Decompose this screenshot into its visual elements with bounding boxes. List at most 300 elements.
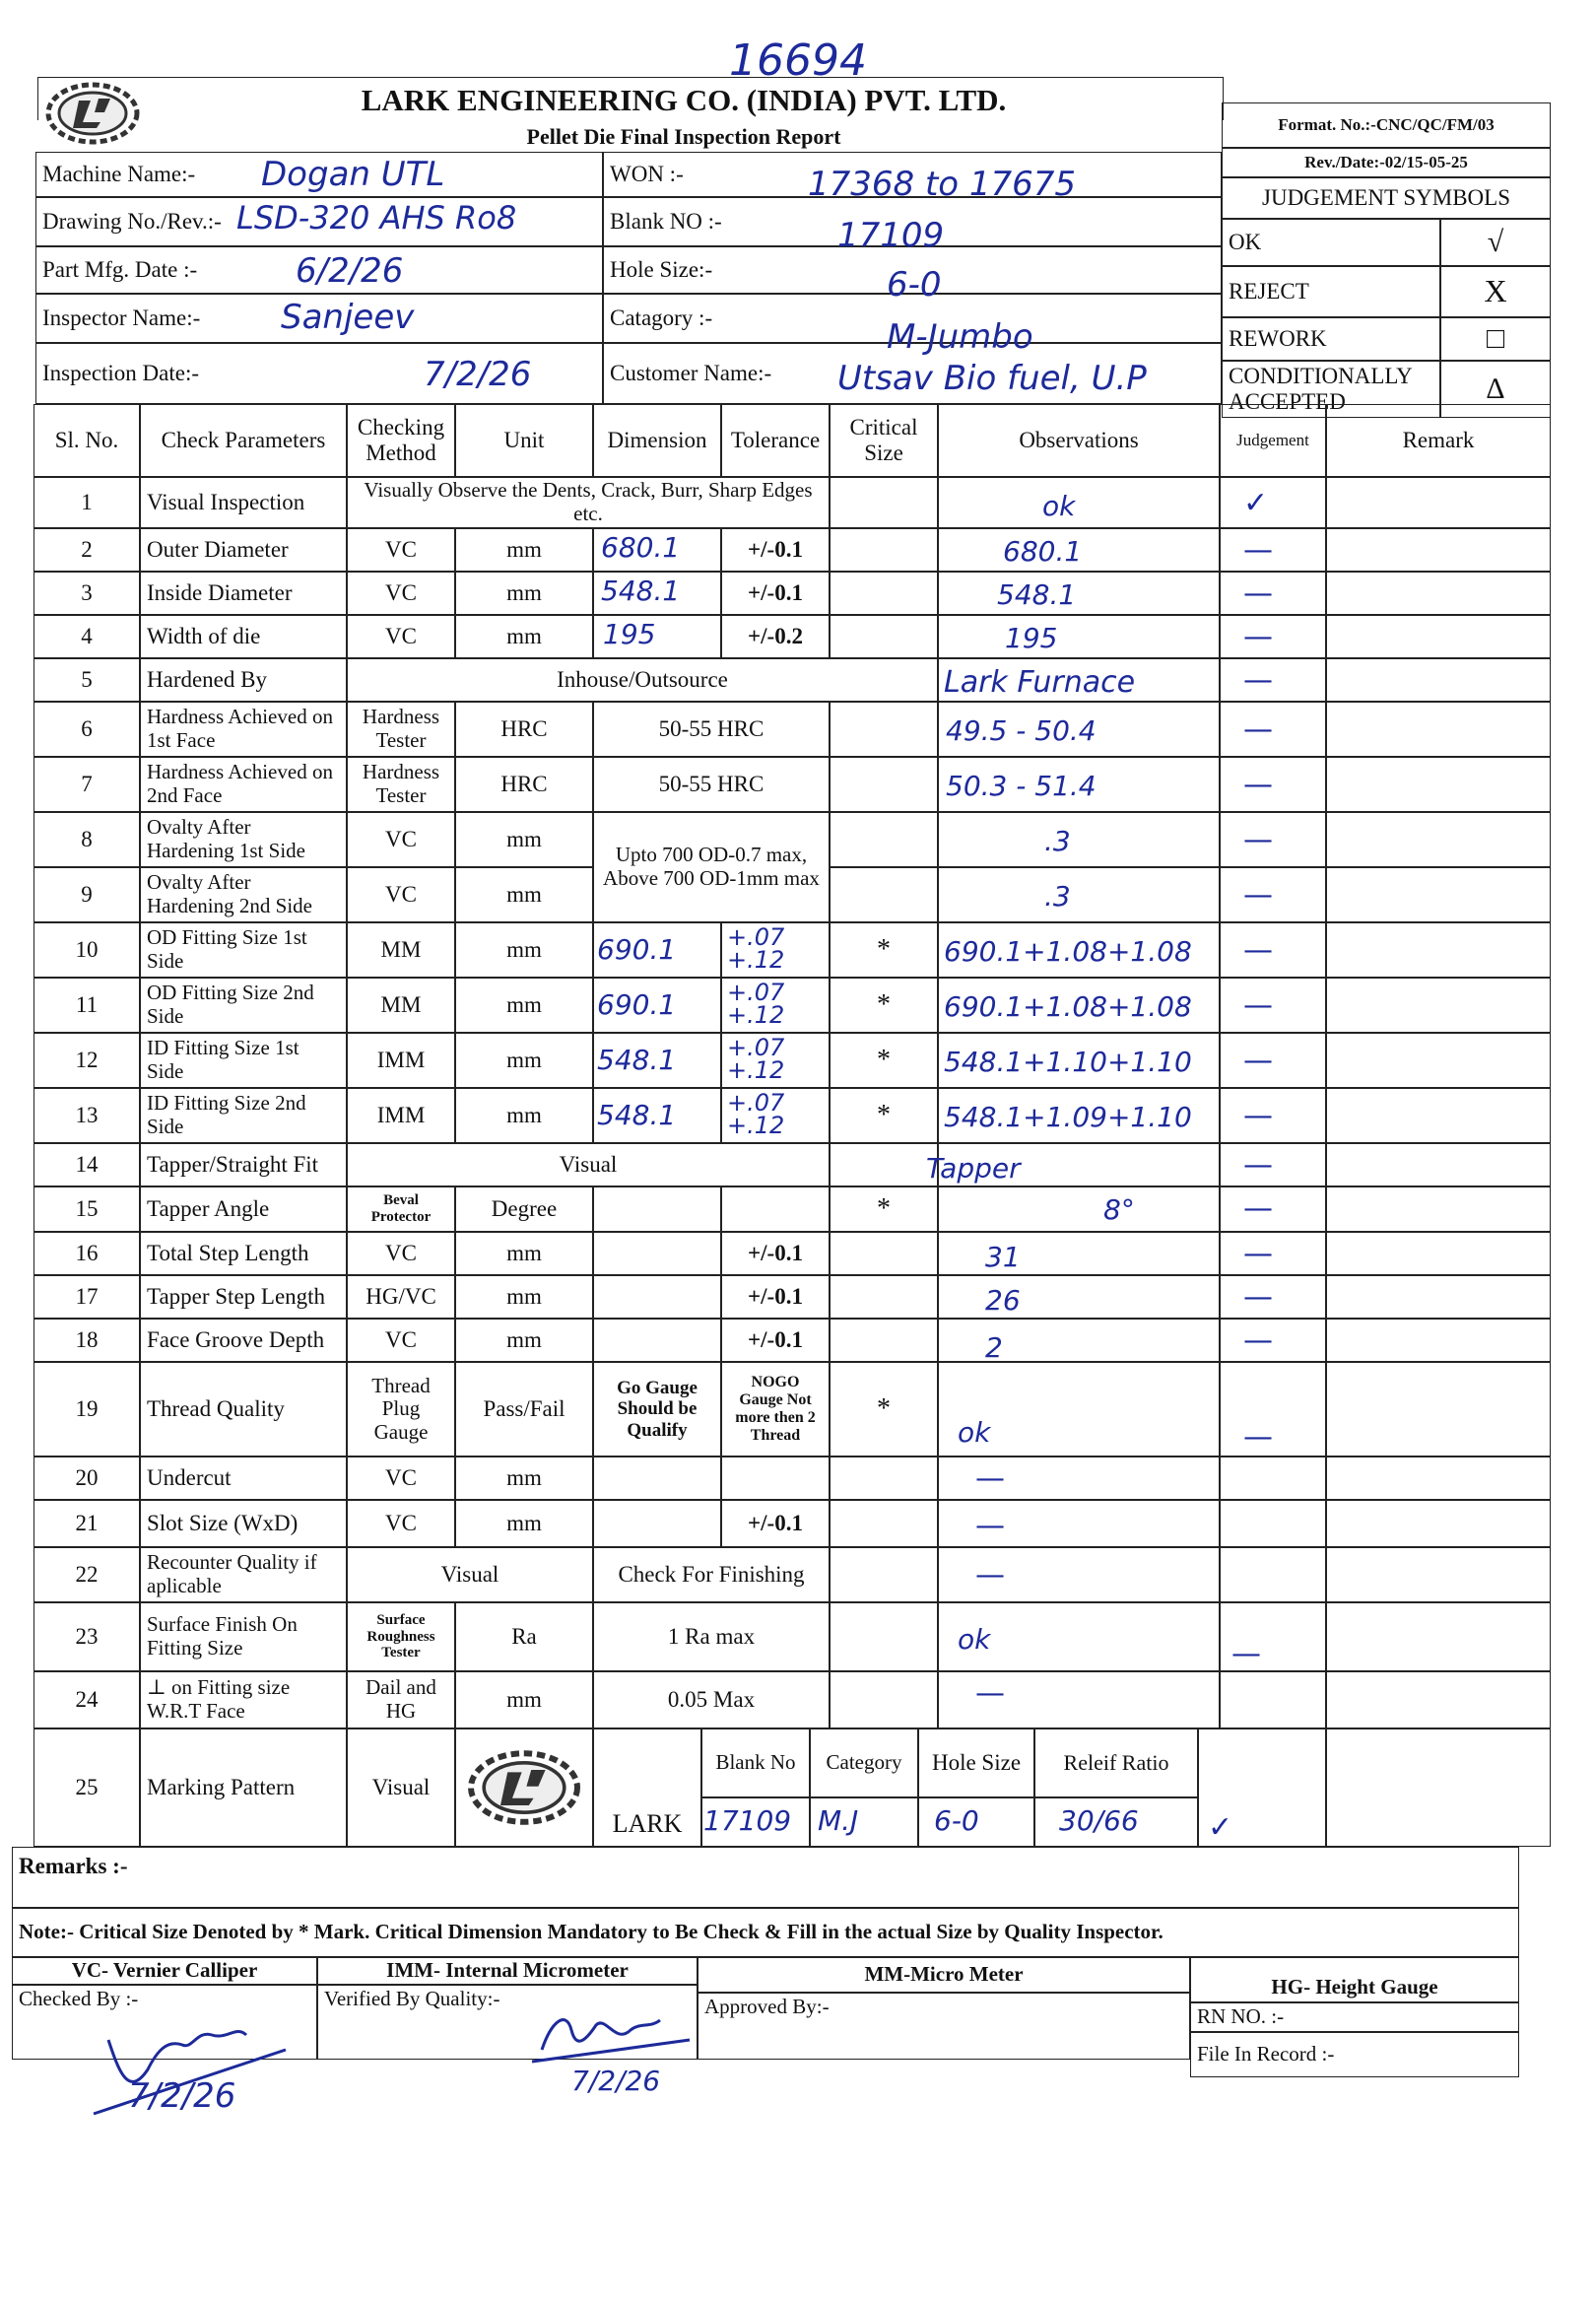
row-18-critical [830, 1319, 938, 1362]
row-6-judgement-cell [1220, 702, 1326, 757]
row-1-span: Visually Observe the Dents, Crack, Burr, Sharp Edges etc. [347, 477, 830, 528]
row-19-unit: Pass/Fail [455, 1362, 593, 1457]
row-19-judgement-cell [1220, 1362, 1326, 1457]
checked-by-date: 7/2/26 [128, 2076, 236, 2116]
row-17-unit: mm [455, 1275, 593, 1319]
row-14-param: Tapper/Straight Fit [140, 1143, 347, 1186]
row-18-dimension-cell [593, 1319, 721, 1362]
row-17-remark [1326, 1275, 1551, 1319]
row-21-critical [830, 1500, 938, 1547]
row-23-sl: 23 [33, 1602, 140, 1671]
row-4-judgement-cell [1220, 615, 1326, 658]
blank-no-value: 17109 [837, 216, 945, 255]
row-7-unit: HRC [455, 757, 593, 812]
row-5-observation: Lark Furnace [944, 665, 1136, 700]
row-12-judgement: — [1243, 1044, 1273, 1078]
row-11-tol-hi: +.07 [727, 979, 785, 1006]
row-17-param: Tapper Step Length [140, 1275, 347, 1319]
row-13-param: ID Fitting Size 2nd Side [140, 1088, 347, 1143]
lark-gear-icon [465, 1745, 583, 1830]
row-23-critical [830, 1602, 938, 1671]
row-4-observation-cell [938, 615, 1220, 658]
row-14-judgement: — [1243, 1148, 1273, 1183]
row-20-judgement-cell [1220, 1457, 1326, 1500]
row-3-method: VC [347, 572, 455, 615]
row-7-sl: 7 [33, 757, 140, 812]
row-17-method: HG/VC [347, 1275, 455, 1319]
row-7-observation: 50.3 - 51.4 [946, 770, 1097, 802]
row-6-remark [1326, 702, 1551, 757]
row-1-observation: ok [1042, 490, 1076, 522]
row-19-param: Thread Quality [140, 1362, 347, 1457]
row-1-observation-cell [938, 477, 1220, 528]
marking-hole-size: 6-0 [934, 1804, 979, 1837]
blank-no-label: Blank NO :- [603, 197, 1222, 246]
row-20-unit: mm [455, 1457, 593, 1500]
row-17-critical [830, 1275, 938, 1319]
row-6-method: Hardness Tester [347, 702, 455, 757]
row-13-tolerance [727, 1089, 785, 1139]
inspector-name-value: Sanjeev [281, 298, 415, 337]
row-16-unit: mm [455, 1232, 593, 1275]
row-10-critical: * [830, 922, 938, 978]
row-12-critical: * [830, 1033, 938, 1088]
row-25-judgement: ✓ [1208, 1810, 1233, 1845]
row-15-critical: * [830, 1186, 938, 1232]
row-11-judgement-cell [1220, 978, 1326, 1033]
row-3-observation-cell [938, 572, 1220, 615]
row-24-span: 0.05 Max [593, 1671, 830, 1728]
row-2-sl: 2 [33, 528, 140, 572]
rn-no: RN NO. :- [1190, 2002, 1519, 2032]
marking-header-releif-ratio: Releif Ratio [1034, 1728, 1198, 1797]
row-8-param: Ovalty After Hardening 1st Side [140, 812, 347, 867]
row-10-tol-hi: +.07 [727, 923, 785, 951]
row-18-judgement: — [1243, 1323, 1273, 1358]
row-23-span: 1 Ra max [593, 1602, 830, 1671]
row-24-critical [830, 1671, 938, 1728]
marking-releif-ratio: 30/66 [1059, 1804, 1139, 1837]
file-in-record: File In Record :- [1190, 2032, 1519, 2077]
marking-brand: LARK [593, 1728, 701, 1847]
row-14-sl: 14 [33, 1143, 140, 1186]
format-number: Format. No.:-CNC/QC/FM/03 [1222, 102, 1551, 148]
row-19-remark [1326, 1362, 1551, 1457]
row-11-unit: mm [455, 978, 593, 1033]
row-19-tolerance: NOGO Gauge Not more then 2 Thread [721, 1362, 830, 1457]
row-21-unit: mm [455, 1500, 593, 1547]
row-7-param: Hardness Achieved on 2nd Face [140, 757, 347, 812]
row-6-span: 50-55 HRC [593, 702, 830, 757]
row-9-sl: 9 [33, 867, 140, 922]
row-2-observation: 680.1 [1003, 535, 1083, 568]
row-11-observation: 690.1+1.08+1.08 [944, 990, 1192, 1023]
row-16-dimension-cell [593, 1232, 721, 1275]
row-18-tolerance: +/-0.1 [721, 1319, 830, 1362]
row-20-remark [1326, 1457, 1551, 1500]
row-14-remark [1326, 1143, 1551, 1186]
row-15-observation-cell [938, 1186, 1220, 1232]
row-7-critical [830, 757, 938, 812]
row-8-method: VC [347, 812, 455, 867]
row-15-observation: 8° [1103, 1193, 1135, 1226]
row-15-tolerance-cell [721, 1186, 830, 1232]
row-13-judgement: — [1243, 1099, 1273, 1133]
row-8-sl: 8 [33, 812, 140, 867]
row-20-method: VC [347, 1457, 455, 1500]
row-19-method: Thread Plug Gauge [347, 1362, 455, 1457]
row-13-unit: mm [455, 1088, 593, 1143]
row-13-remark [1326, 1088, 1551, 1143]
col-unit: Unit [455, 404, 593, 477]
legend-hg: HG- Height Gauge [1190, 1957, 1519, 2002]
row-23-remark [1326, 1602, 1551, 1671]
row-2-judgement-cell [1220, 528, 1326, 572]
row-19-judgement: — [1243, 1420, 1273, 1455]
row-2-tolerance: +/-0.1 [721, 528, 830, 572]
col-check-parameters: Check Parameters [140, 404, 347, 477]
marking-logo-cell [455, 1728, 593, 1847]
row-2-unit: mm [455, 528, 593, 572]
row-2-critical [830, 528, 938, 572]
row-4-remark [1326, 615, 1551, 658]
row-2-param: Outer Diameter [140, 528, 347, 572]
row-11-judgement: — [1243, 988, 1273, 1023]
row-7-span: 50-55 HRC [593, 757, 830, 812]
verified-by-date: 7/2/26 [571, 2065, 661, 2097]
row-6-param: Hardness Achieved on 1st Face [140, 702, 347, 757]
row-13-observation: 548.1+1.09+1.10 [944, 1101, 1192, 1133]
row-11-param: OD Fitting Size 2nd Side [140, 978, 347, 1033]
symbol-conditional-label: CONDITIONALLY ACCEPTED [1222, 361, 1440, 418]
col-dimension: Dimension [593, 404, 721, 477]
row-5-sl: 5 [33, 658, 140, 702]
row-16-judgement-cell [1220, 1232, 1326, 1275]
row-10-dimension: 690.1 [597, 933, 677, 966]
row-3-tolerance: +/-0.1 [721, 572, 830, 615]
symbol-conditional: ∆ [1440, 361, 1551, 418]
row-10-sl: 10 [33, 922, 140, 978]
hole-size-value: 6-0 [887, 265, 942, 305]
row-2-judgement: — [1243, 533, 1273, 568]
row-4-param: Width of die [140, 615, 347, 658]
machine-name-label: Machine Name:- [35, 152, 603, 197]
row-10-unit: mm [455, 922, 593, 978]
col-critical-size: Critical Size [830, 404, 938, 477]
row-24-sl: 24 [33, 1671, 140, 1728]
row-24-observation: — [975, 1676, 1005, 1711]
row-8-unit: mm [455, 812, 593, 867]
row-17-dimension-cell [593, 1275, 721, 1319]
row-6-judgement: — [1243, 712, 1273, 747]
row-3-sl: 3 [33, 572, 140, 615]
remarks-box: Remarks :- [12, 1847, 1519, 1908]
category-label: Catagory :- [603, 294, 1222, 343]
verified-by-signature [522, 2000, 699, 2069]
row-11-dimension: 690.1 [597, 988, 677, 1021]
row-24-judgement-cell [1220, 1671, 1326, 1728]
legend-mm: MM-Micro Meter [698, 1957, 1190, 1993]
row-24-remark [1326, 1671, 1551, 1728]
row-17-observation-cell [938, 1275, 1220, 1319]
row-7-method: Hardness Tester [347, 757, 455, 812]
row-5-judgement-cell [1220, 658, 1326, 702]
rev-date: Rev./Date:-02/15-05-25 [1222, 148, 1551, 177]
row-19-dimension: Go Gauge Should be Qualify [593, 1362, 721, 1457]
legend-vc: VC- Vernier Calliper [12, 1957, 317, 1985]
row-9-judgement: — [1243, 878, 1273, 913]
row-19-critical: * [830, 1362, 938, 1457]
row-13-method: IMM [347, 1088, 455, 1143]
row-6-unit: HRC [455, 702, 593, 757]
customer-name-label: Customer Name:- [603, 343, 1222, 404]
row-4-method: VC [347, 615, 455, 658]
row-3-remark [1326, 572, 1551, 615]
row-16-judgement: — [1243, 1237, 1273, 1271]
row-16-critical [830, 1232, 938, 1275]
row-21-param: Slot Size (WxD) [140, 1500, 347, 1547]
row-19-sl: 19 [33, 1362, 140, 1457]
marking-header-category: Category [810, 1728, 918, 1797]
row-11-tol-lo: +.12 [727, 1000, 785, 1029]
row-22-sl: 22 [33, 1547, 140, 1602]
row-1-param: Visual Inspection [140, 477, 347, 528]
row-9-observation-cell [938, 867, 1220, 922]
row-11-sl: 11 [33, 978, 140, 1033]
col-checking-method: Checking Method [347, 404, 455, 477]
row-18-param: Face Groove Depth [140, 1319, 347, 1362]
row-4-critical [830, 615, 938, 658]
row-14-observation: Tapper [926, 1152, 1021, 1185]
row-17-sl: 17 [33, 1275, 140, 1319]
col-sl-no: Sl. No. [33, 404, 140, 477]
row-17-judgement-cell [1220, 1275, 1326, 1319]
symbol-reject-label: REJECT [1222, 266, 1440, 317]
row-1-remark [1326, 477, 1551, 528]
symbol-ok-label: OK [1222, 219, 1440, 266]
row-11-tolerance [727, 979, 785, 1029]
marking-category: M.J [818, 1804, 859, 1837]
row-10-judgement-cell [1220, 922, 1326, 978]
row-12-param: ID Fitting Size 1st Side [140, 1033, 347, 1088]
row-4-tolerance: +/-0.2 [721, 615, 830, 658]
col-tolerance: Tolerance [721, 404, 830, 477]
row-8-judgement: — [1243, 823, 1273, 857]
drawing-no-value: LSD-320 AHS Ro8 [236, 199, 517, 237]
customer-name-value: Utsav Bio fuel, U.P [837, 359, 1147, 398]
row-20-observation: — [975, 1461, 1005, 1496]
row-11-critical: * [830, 978, 938, 1033]
verified-by: Verified By Quality:- [317, 1985, 698, 2060]
row-13-sl: 13 [33, 1088, 140, 1143]
row-25-param: Marking Pattern [140, 1728, 347, 1847]
judgement-symbols-heading: JUDGEMENT SYMBOLS [1222, 177, 1551, 219]
row-14-critical [830, 1143, 938, 1186]
row-5-judgement: — [1243, 663, 1273, 698]
serial-number: 16694 [729, 35, 867, 86]
row-9-param: Ovalty After Hardening 2nd Side [140, 867, 347, 922]
row-13-judgement-cell [1220, 1088, 1326, 1143]
row-8-observation-cell [938, 812, 1220, 867]
row-3-observation: 548.1 [997, 578, 1077, 611]
row-17-observation: 26 [985, 1284, 1021, 1317]
row-16-tolerance: +/-0.1 [721, 1232, 830, 1275]
row-3-param: Inside Diameter [140, 572, 347, 615]
row-12-sl: 12 [33, 1033, 140, 1088]
row-2-dimension: 680.1 [601, 531, 681, 564]
lark-gear-icon [43, 81, 142, 146]
row-15-judgement-cell [1220, 1186, 1326, 1232]
row-25-remark [1326, 1728, 1551, 1847]
row-16-param: Total Step Length [140, 1232, 347, 1275]
ovalty-spec: Upto 700 OD-0.7 max, Above 700 OD-1mm max [593, 812, 830, 922]
row-12-observation: 548.1+1.10+1.10 [944, 1046, 1192, 1078]
row-22-span: Check For Finishing [593, 1547, 830, 1602]
won-label: WON :- [603, 152, 1222, 197]
symbol-reject: X [1440, 266, 1551, 317]
legend-imm: IMM- Internal Micrometer [317, 1957, 698, 1985]
row-9-unit: mm [455, 867, 593, 922]
row-15-param: Tapper Angle [140, 1186, 347, 1232]
row-2-remark [1326, 528, 1551, 572]
row-22-observation: — [975, 1558, 1005, 1592]
row-9-observation: .3 [1044, 880, 1071, 913]
row-6-sl: 6 [33, 702, 140, 757]
row-6-observation: 49.5 - 50.4 [946, 714, 1097, 747]
row-21-method: VC [347, 1500, 455, 1547]
row-15-sl: 15 [33, 1186, 140, 1232]
row-12-method: IMM [347, 1033, 455, 1088]
row-14-span: Visual [347, 1143, 830, 1186]
checked-by: Checked By :- [12, 1985, 317, 2060]
row-8-observation: .3 [1044, 825, 1071, 857]
row-17-tolerance: +/-0.1 [721, 1275, 830, 1319]
row-4-unit: mm [455, 615, 593, 658]
note-critical-size: Note:- Critical Size Denoted by * Mark. Critical Dimension Mandatory to Be Check & Fill in the actual Size by Quality Inspector. [12, 1908, 1519, 1957]
row-13-dimension: 548.1 [597, 1099, 677, 1131]
row-4-dimension: 195 [603, 618, 656, 650]
row-25-method: Visual [347, 1728, 455, 1847]
part-mfg-date-value: 6/2/26 [296, 251, 404, 291]
won-value: 17368 to 17675 [808, 165, 1077, 204]
row-13-critical: * [830, 1088, 938, 1143]
inspector-name-label: Inspector Name:- [35, 294, 603, 343]
row-16-remark [1326, 1232, 1551, 1275]
row-12-dimension: 548.1 [597, 1044, 677, 1076]
row-16-observation-cell [938, 1232, 1220, 1275]
row-20-dimension-cell [593, 1457, 721, 1500]
part-mfg-date-label: Part Mfg. Date :- [35, 246, 603, 294]
row-13-tol-lo: +.12 [727, 1111, 785, 1139]
row-13-tol-hi: +.07 [727, 1089, 785, 1117]
company-logo [43, 81, 142, 146]
inspection-date-label: Inspection Date:- [35, 343, 603, 404]
row-9-method: VC [347, 867, 455, 922]
row-22-judgement-cell [1220, 1547, 1326, 1602]
row-20-sl: 20 [33, 1457, 140, 1500]
row-11-method: MM [347, 978, 455, 1033]
row-24-method: Dail and HG [347, 1671, 455, 1728]
row-5-param: Hardened By [140, 658, 347, 702]
row-4-judgement: — [1243, 620, 1273, 654]
row-15-unit: Degree [455, 1186, 593, 1232]
row-18-method: VC [347, 1319, 455, 1362]
row-24-unit: mm [455, 1671, 593, 1728]
row-10-tolerance [727, 923, 785, 974]
row-1-judgement-cell [1220, 477, 1326, 528]
row-20-tolerance-cell [721, 1457, 830, 1500]
row-23-observation: ok [958, 1623, 991, 1656]
row-18-judgement-cell [1220, 1319, 1326, 1362]
row-9-remark [1326, 867, 1551, 922]
row-23-unit: Ra [455, 1602, 593, 1671]
row-21-judgement-cell [1220, 1500, 1326, 1547]
row-8-judgement-cell [1220, 812, 1326, 867]
row-18-observation-cell [938, 1319, 1220, 1362]
row-20-critical [830, 1457, 938, 1500]
row-22-param: Recounter Quality if aplicable [140, 1547, 347, 1602]
row-2-method: VC [347, 528, 455, 572]
row-8-remark [1326, 812, 1551, 867]
row-18-observation: 2 [985, 1331, 1003, 1364]
symbol-rework: □ [1440, 317, 1551, 361]
row-16-observation: 31 [985, 1241, 1021, 1273]
row-3-judgement: — [1243, 576, 1273, 611]
row-7-judgement-cell [1220, 757, 1326, 812]
row-12-judgement-cell [1220, 1033, 1326, 1088]
row-17-judgement: — [1243, 1280, 1273, 1315]
row-1-sl: 1 [33, 477, 140, 528]
row-10-method: MM [347, 922, 455, 978]
row-7-remark [1326, 757, 1551, 812]
row-23-judgement: — [1231, 1637, 1261, 1671]
symbol-ok: √ [1440, 219, 1551, 266]
row-15-method: Beval Protector [347, 1186, 455, 1232]
row-3-critical [830, 572, 938, 615]
row-1-judgement: ✓ [1243, 486, 1269, 520]
marking-header-hole-size: Hole Size [918, 1728, 1034, 1797]
row-16-method: VC [347, 1232, 455, 1275]
row-22-critical [830, 1547, 938, 1602]
row-12-remark [1326, 1033, 1551, 1088]
col-observations: Observations [938, 404, 1220, 477]
row-10-param: OD Fitting Size 1st Side [140, 922, 347, 978]
row-11-remark [1326, 978, 1551, 1033]
marking-blank-no: 17109 [703, 1804, 792, 1837]
row-21-dimension-cell [593, 1500, 721, 1547]
row-12-unit: mm [455, 1033, 593, 1088]
row-18-remark [1326, 1319, 1551, 1362]
row-12-tol-lo: +.12 [727, 1055, 785, 1084]
row-7-judgement: — [1243, 768, 1273, 802]
col-remark: Remark [1326, 404, 1551, 477]
row-8-critical [830, 812, 938, 867]
row-18-unit: mm [455, 1319, 593, 1362]
drawing-no-label: Drawing No./Rev.:- [35, 197, 603, 246]
approved-by: Approved By:- [698, 1993, 1190, 2060]
row-9-critical [830, 867, 938, 922]
report-title: Pellet Die Final Inspection Report [526, 123, 841, 149]
row-15-dimension-cell [593, 1186, 721, 1232]
row-21-tolerance: +/-0.1 [721, 1500, 830, 1547]
row-25-sl: 25 [33, 1728, 140, 1847]
row-4-sl: 4 [33, 615, 140, 658]
row-12-tol-hi: +.07 [727, 1034, 785, 1061]
marking-header-blank-no: Blank No [701, 1728, 810, 1797]
row-19-observation: ok [958, 1416, 991, 1449]
row-10-observation: 690.1+1.08+1.08 [944, 935, 1192, 968]
hole-size-label: Hole Size:- [603, 246, 1222, 294]
